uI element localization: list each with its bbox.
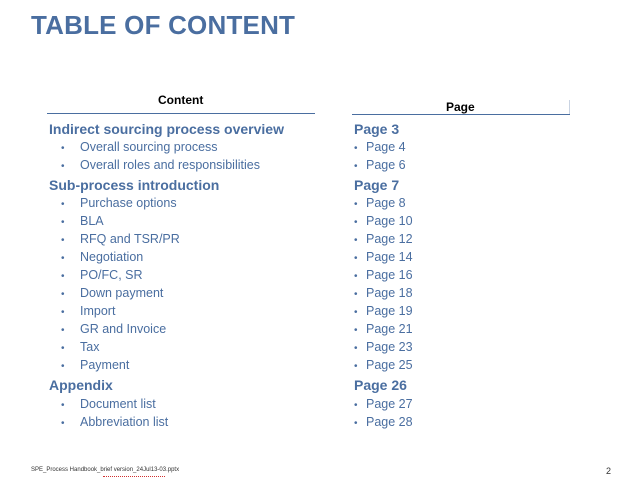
- toc-entry-label: RFQ and TSR/PR: [80, 232, 180, 246]
- bullet-icon: •: [61, 307, 65, 318]
- content-header-rule: [47, 113, 315, 114]
- page-number: 2: [606, 466, 612, 476]
- toc-entry-label: Overall roles and responsibilities: [80, 158, 260, 172]
- toc-subsection-row: [0, 322, 640, 340]
- toc-subsection-row: [0, 196, 640, 214]
- toc-section-row: [0, 377, 640, 395]
- toc-entry-label: Tax: [80, 340, 100, 354]
- bullet-icon: •: [61, 143, 65, 154]
- toc-subsection-row: [0, 232, 640, 250]
- bullet-icon: •: [354, 400, 358, 411]
- bullet-icon: •: [61, 325, 65, 336]
- footer-filename: SPE_Process Handbook_brief version_24Jul13-03.pptx: [31, 467, 180, 473]
- page-title: TABLE OF CONTENT: [31, 10, 296, 40]
- toc-entry-label: PO/FC, SR: [80, 268, 143, 282]
- toc-entry-label: Abbreviation list: [80, 415, 169, 429]
- bullet-icon: •: [354, 161, 358, 172]
- toc-subsection-row: [0, 415, 640, 433]
- toc-entry-page: Page 6: [366, 158, 406, 172]
- toc-subsection-row: [0, 214, 640, 232]
- toc-entry-label: GR and Invoice: [80, 322, 167, 336]
- toc-entry-page: Page 21: [366, 322, 413, 336]
- toc-subsection-row: [0, 397, 640, 415]
- toc-entry-page: Page 26: [354, 377, 407, 393]
- bullet-icon: •: [61, 253, 65, 264]
- toc-entry-page: Page 4: [366, 140, 406, 154]
- toc-subsection-row: [0, 158, 640, 176]
- toc-subsection-row: [0, 340, 640, 358]
- toc-entry-page: Page 7: [354, 177, 400, 193]
- toc-entry-page: Page 27: [366, 397, 413, 411]
- bullet-icon: •: [354, 235, 358, 246]
- toc-entry-label: Appendix: [49, 377, 113, 393]
- bullet-icon: •: [354, 217, 358, 228]
- toc-entry-page: Page 16: [366, 268, 413, 282]
- toc-section-row: [0, 121, 640, 139]
- page-header-rule: [352, 114, 570, 115]
- toc-entry-label: Import: [80, 304, 116, 318]
- toc-entry-label: Negotiation: [80, 250, 144, 264]
- bullet-icon: •: [354, 199, 358, 210]
- bullet-icon: •: [354, 253, 358, 264]
- toc-entry-label: Document list: [80, 397, 156, 411]
- toc-entry-label: Purchase options: [80, 196, 177, 210]
- toc-entry-page: Page 10: [366, 214, 413, 228]
- toc-entry-label: Payment: [80, 358, 130, 372]
- page-column-header: Page: [446, 100, 475, 114]
- toc-subsection-row: [0, 250, 640, 268]
- toc-entry-label: Sub-process introduction: [49, 177, 220, 193]
- bullet-icon: •: [61, 400, 65, 411]
- bullet-icon: •: [354, 361, 358, 372]
- toc-subsection-row: [0, 140, 640, 158]
- toc-entry-page: Page 12: [366, 232, 413, 246]
- page-header-divider: [569, 100, 570, 114]
- toc-subsection-row: [0, 358, 640, 376]
- toc-entry-page: Page 18: [366, 286, 413, 300]
- bullet-icon: •: [61, 161, 65, 172]
- bullet-icon: •: [354, 307, 358, 318]
- bullet-icon: •: [61, 271, 65, 282]
- bullet-icon: •: [61, 289, 65, 300]
- toc-entry-page: Page 25: [366, 358, 413, 372]
- bullet-icon: •: [354, 271, 358, 282]
- bullet-icon: •: [61, 418, 65, 429]
- toc-section-row: [0, 177, 640, 195]
- content-column-header: Content: [158, 93, 204, 107]
- bullet-icon: •: [61, 217, 65, 228]
- toc-entry-label: Overall sourcing process: [80, 140, 218, 154]
- toc-entry-label: BLA: [80, 214, 104, 228]
- bullet-icon: •: [61, 343, 65, 354]
- toc-entry-page: Page 23: [366, 340, 413, 354]
- bullet-icon: •: [61, 199, 65, 210]
- bullet-icon: •: [354, 343, 358, 354]
- toc-subsection-row: [0, 304, 640, 322]
- bullet-icon: •: [354, 289, 358, 300]
- toc-entry-page: Page 3: [354, 121, 400, 137]
- toc-entry-page: Page 19: [366, 304, 413, 318]
- bullet-icon: •: [354, 143, 358, 154]
- toc-subsection-row: [0, 268, 640, 286]
- spellcheck-underline: [103, 474, 165, 477]
- toc-entry-page: Page 28: [366, 415, 413, 429]
- toc-subsection-row: [0, 286, 640, 304]
- toc-entry-page: Page 8: [366, 196, 406, 210]
- bullet-icon: •: [61, 361, 65, 372]
- bullet-icon: •: [354, 418, 358, 429]
- bullet-icon: •: [354, 325, 358, 336]
- toc-entry-label: Indirect sourcing process overview: [49, 121, 284, 137]
- toc-entry-page: Page 14: [366, 250, 413, 264]
- bullet-icon: •: [61, 235, 65, 246]
- toc-entry-label: Down payment: [80, 286, 164, 300]
